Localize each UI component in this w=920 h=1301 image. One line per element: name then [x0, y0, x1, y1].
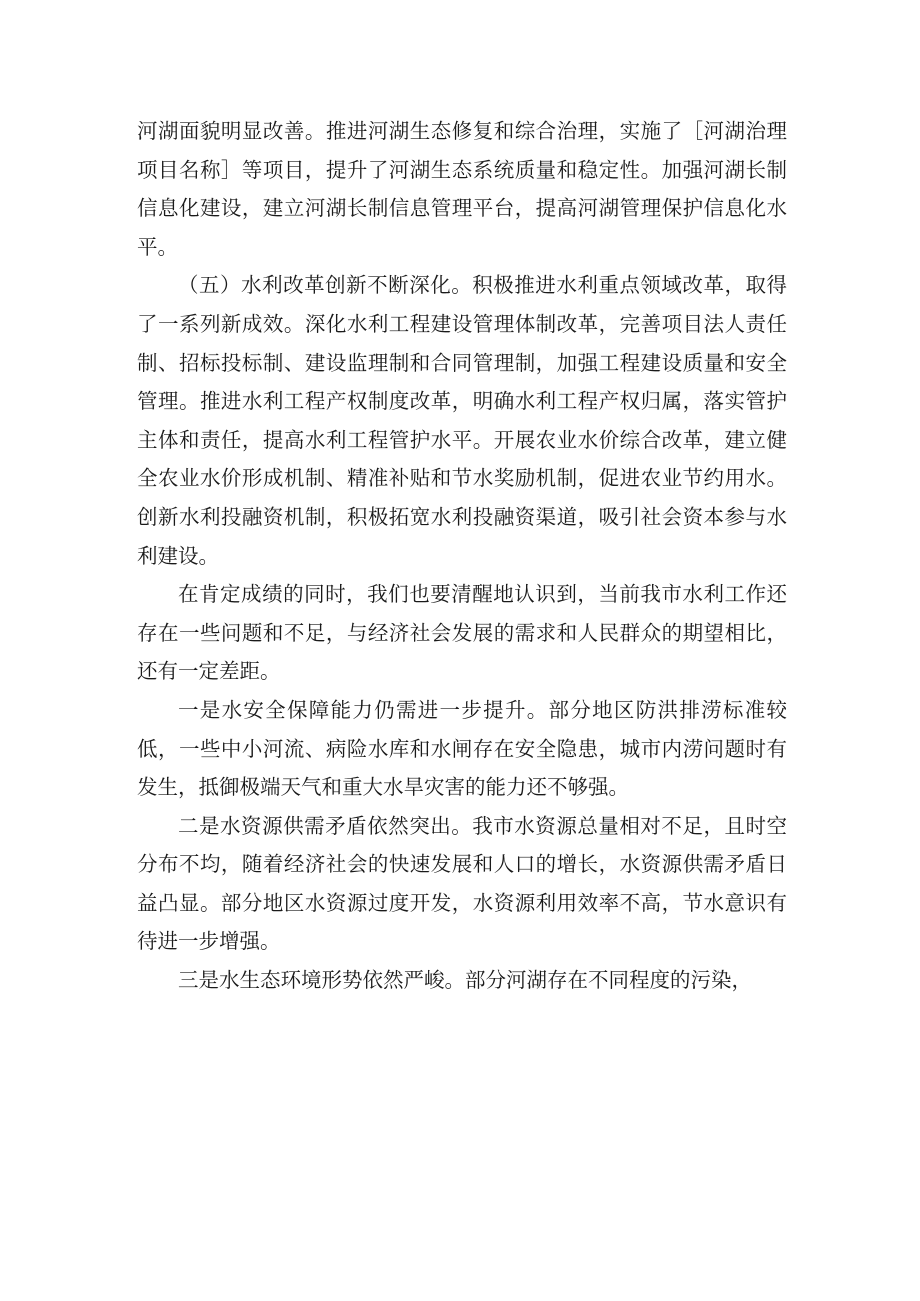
paragraph-problem-water-supply: 二是水资源供需矛盾依然突出。我市水资源总量相对不足，且时空分布不均，随着经济社会的快速发展和人口的增长，水资源供需矛盾日益凸显。部分地区水资源过度开发，水资源利用效率不高，节水意识有待进一步增强。	[137, 813, 787, 954]
paragraph-reform-section: （五）水利改革创新不断深化。积极推进水利重点领域改革，取得了一系列新成效。深化水利工程建设管理体制改革，完善项目法人责任制、招标投标制、建设监理制和合同管理制，加强工程建设质量和安全管理。推进水利工程产权制度改革，明确水利工程产权归属，落实管护主体和责任，提高水利工程管护水平。开展农业水价综合改革，建立健全农业水价形成机制、精准补贴和节水奖励机制，促进农业节约用水。创新水利投融资机制，积极拓宽水利投融资渠道，吸引社会资本参与水利建设。	[137, 273, 787, 568]
paragraph-problem-water-safety: 一是水安全保障能力仍需进一步提升。部分地区防洪排涝标准较低，一些中小河流、病险水库和水闸存在安全隐患，城市内涝问题时有发生，抵御极端天气和重大水旱灾害的能力还不够强。	[137, 697, 787, 800]
document-body	[137, 112, 787, 1000]
paragraph-shortcomings: 在肯定成绩的同时，我们也要清醒地认识到，当前我市水利工作还存在一些问题和不足，与经济社会发展的需求和人民群众的期望相比，还有一定差距。	[137, 582, 787, 684]
paragraph-river-improvement: 河湖面貌明显改善。推进河湖生态修复和综合治理，实施了［河湖治理项目名称］等项目，提升了河湖生态系统质量和稳定性。加强河湖长制信息化建设，建立河湖长制信息管理平台，提高河湖管理保护信息化水平。	[137, 119, 787, 259]
paragraph-problem-water-ecology: 三是水生态环境形势依然严峻。部分河湖存在不同程度的污染，	[178, 968, 752, 993]
